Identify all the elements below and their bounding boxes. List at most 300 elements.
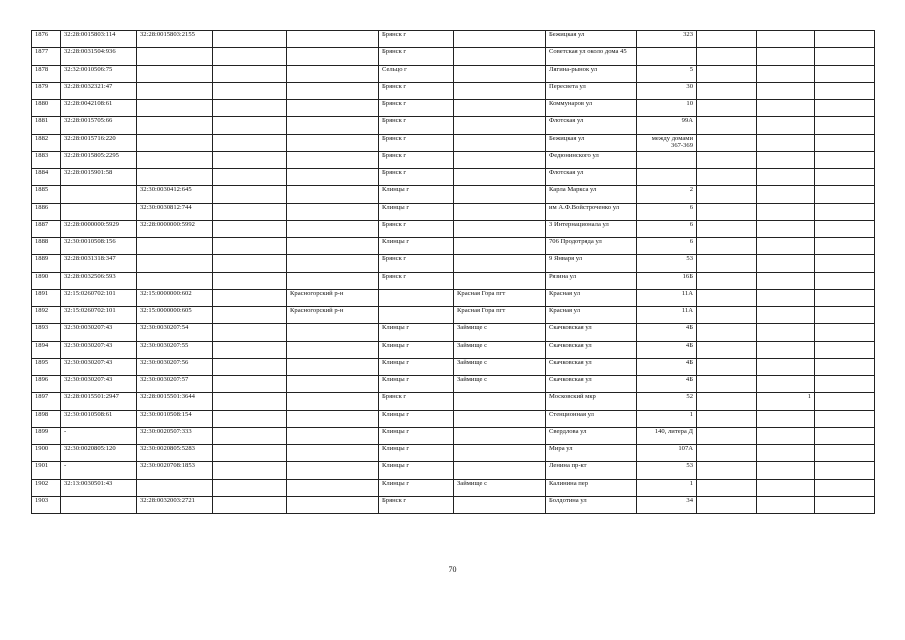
cell-district bbox=[287, 134, 379, 151]
cell-settlement bbox=[454, 238, 546, 255]
cell-row-number: 1888 bbox=[32, 238, 61, 255]
cell-column-11 bbox=[757, 255, 815, 272]
cell-house-number: 52 bbox=[637, 393, 697, 410]
table-row bbox=[32, 100, 875, 117]
cell-house-number: 11А bbox=[637, 307, 697, 324]
cell-district bbox=[287, 48, 379, 65]
cell-house-number: 2 bbox=[637, 186, 697, 203]
registry-table bbox=[31, 30, 875, 514]
cell-cadastral-number-land: 32:15:0260702:101 bbox=[61, 289, 137, 306]
cell-settlement: Займище с bbox=[454, 358, 546, 375]
cell-column-empty bbox=[213, 134, 287, 151]
cell-street: Стенционная ул bbox=[546, 410, 637, 427]
cell-column-11 bbox=[757, 151, 815, 168]
cell-district bbox=[287, 358, 379, 375]
cell-street: Рязина ул bbox=[546, 272, 637, 289]
cell-street: Скачковская ул bbox=[546, 324, 637, 341]
cell-cadastral-number-land: 32:30:0030207:43 bbox=[61, 324, 137, 341]
cell-settlement: Красная Гора пгт bbox=[454, 307, 546, 324]
cell-district bbox=[287, 238, 379, 255]
cell-column-10 bbox=[697, 496, 757, 513]
cell-settlement bbox=[454, 255, 546, 272]
cell-street: 3 Интернационала ул bbox=[546, 220, 637, 237]
cell-house-number: 140, литера Д bbox=[637, 427, 697, 444]
cell-column-12 bbox=[815, 427, 875, 444]
cell-column-10 bbox=[697, 272, 757, 289]
cell-row-number: 1886 bbox=[32, 203, 61, 220]
cell-house-number: 323 bbox=[637, 31, 697, 48]
cell-column-empty bbox=[213, 186, 287, 203]
cell-column-12 bbox=[815, 186, 875, 203]
cell-cadastral-number-building bbox=[137, 272, 213, 289]
cell-column-11 bbox=[757, 289, 815, 306]
cell-row-number: 1898 bbox=[32, 410, 61, 427]
cell-column-empty bbox=[213, 376, 287, 393]
cell-column-11 bbox=[757, 479, 815, 496]
cell-cadastral-number-building bbox=[137, 65, 213, 82]
cell-column-empty bbox=[213, 427, 287, 444]
cell-cadastral-number-land: 32:30:0020805:120 bbox=[61, 445, 137, 462]
cell-district bbox=[287, 117, 379, 134]
cell-city: Брянск г bbox=[379, 134, 454, 151]
cell-column-empty bbox=[213, 220, 287, 237]
cell-cadastral-number-building: 32:30:0020805:5283 bbox=[137, 445, 213, 462]
cell-house-number: между домами 367-369 bbox=[637, 134, 697, 151]
cell-city: Брянск г bbox=[379, 151, 454, 168]
cell-settlement bbox=[454, 220, 546, 237]
cell-column-empty bbox=[213, 238, 287, 255]
cell-cadastral-number-building: 32:28:0015501:3644 bbox=[137, 393, 213, 410]
cell-district bbox=[287, 376, 379, 393]
cell-cadastral-number-building bbox=[137, 100, 213, 117]
cell-street: Болдотина ул bbox=[546, 496, 637, 513]
cell-row-number: 1883 bbox=[32, 151, 61, 168]
cell-column-12 bbox=[815, 358, 875, 375]
table-row bbox=[32, 117, 875, 134]
cell-house-number: 53 bbox=[637, 255, 697, 272]
cell-column-empty bbox=[213, 65, 287, 82]
cell-column-12 bbox=[815, 238, 875, 255]
cell-district bbox=[287, 410, 379, 427]
cell-city: Брянск г bbox=[379, 117, 454, 134]
cell-column-12 bbox=[815, 134, 875, 151]
cell-column-10 bbox=[697, 358, 757, 375]
cell-column-empty bbox=[213, 289, 287, 306]
cell-settlement: Красная Гора пгт bbox=[454, 289, 546, 306]
cell-cadastral-number-land bbox=[61, 203, 137, 220]
table-row bbox=[32, 48, 875, 65]
cell-cadastral-number-land: 32:13:0030501:43 bbox=[61, 479, 137, 496]
cell-city: Брянск г bbox=[379, 255, 454, 272]
table-row bbox=[32, 203, 875, 220]
cell-house-number: 99А bbox=[637, 117, 697, 134]
cell-column-empty bbox=[213, 151, 287, 168]
cell-column-12 bbox=[815, 341, 875, 358]
cell-column-10 bbox=[697, 427, 757, 444]
cell-column-10 bbox=[697, 65, 757, 82]
cell-cadastral-number-building: 32:30:0030207:57 bbox=[137, 376, 213, 393]
cell-row-number: 1892 bbox=[32, 307, 61, 324]
cell-cadastral-number-building bbox=[137, 82, 213, 99]
cell-row-number: 1896 bbox=[32, 376, 61, 393]
table-row bbox=[32, 462, 875, 479]
table-row bbox=[32, 151, 875, 168]
cell-street: 706 Продотряда ул bbox=[546, 238, 637, 255]
cell-city: Клинцы г bbox=[379, 186, 454, 203]
cell-settlement bbox=[454, 496, 546, 513]
cell-cadastral-number-building: 32:30:0020507:333 bbox=[137, 427, 213, 444]
cell-street: Лягина-рынок ул bbox=[546, 65, 637, 82]
cell-cadastral-number-land: - bbox=[61, 462, 137, 479]
cell-row-number: 1878 bbox=[32, 65, 61, 82]
cell-column-empty bbox=[213, 479, 287, 496]
cell-city: Клинцы г bbox=[379, 341, 454, 358]
cell-column-10 bbox=[697, 100, 757, 117]
cell-column-11 bbox=[757, 445, 815, 462]
cell-district bbox=[287, 393, 379, 410]
cell-row-number: 1894 bbox=[32, 341, 61, 358]
table-row bbox=[32, 238, 875, 255]
cell-house-number: 6 bbox=[637, 203, 697, 220]
cell-column-empty bbox=[213, 82, 287, 99]
cell-row-number: 1902 bbox=[32, 479, 61, 496]
cell-column-empty bbox=[213, 100, 287, 117]
table-row bbox=[32, 65, 875, 82]
cell-district: Красногорский р-н bbox=[287, 289, 379, 306]
cell-column-10 bbox=[697, 169, 757, 186]
cell-settlement bbox=[454, 65, 546, 82]
cell-city: Клинцы г bbox=[379, 376, 454, 393]
cell-district bbox=[287, 220, 379, 237]
cell-city: Брянск г bbox=[379, 496, 454, 513]
cell-city: Брянск г bbox=[379, 393, 454, 410]
cell-row-number: 1895 bbox=[32, 358, 61, 375]
cell-settlement bbox=[454, 203, 546, 220]
cell-district bbox=[287, 496, 379, 513]
cell-column-12 bbox=[815, 307, 875, 324]
cell-column-empty bbox=[213, 324, 287, 341]
cell-house-number: 30 bbox=[637, 82, 697, 99]
cell-city: Клинцы г bbox=[379, 479, 454, 496]
cell-column-12 bbox=[815, 169, 875, 186]
cell-cadastral-number-land: 32:28:0015805:2295 bbox=[61, 151, 137, 168]
cell-cadastral-number-building bbox=[137, 255, 213, 272]
cell-column-11: 1 bbox=[757, 393, 815, 410]
cell-street: Красная ул bbox=[546, 289, 637, 306]
cell-column-10 bbox=[697, 31, 757, 48]
cell-street: Скачковская ул bbox=[546, 358, 637, 375]
cell-row-number: 1889 bbox=[32, 255, 61, 272]
cell-cadastral-number-building: 32:15:0000000:605 bbox=[137, 307, 213, 324]
cell-cadastral-number-building: 32:30:0020708:1853 bbox=[137, 462, 213, 479]
cell-column-empty bbox=[213, 410, 287, 427]
cell-city: Клинцы г bbox=[379, 358, 454, 375]
cell-house-number: 10 bbox=[637, 100, 697, 117]
cell-city: Клинцы г bbox=[379, 203, 454, 220]
cell-cadastral-number-building bbox=[137, 117, 213, 134]
cell-column-empty bbox=[213, 393, 287, 410]
cell-column-12 bbox=[815, 445, 875, 462]
cell-district bbox=[287, 479, 379, 496]
cell-column-11 bbox=[757, 410, 815, 427]
cell-street: Флотская ул bbox=[546, 117, 637, 134]
cell-district bbox=[287, 169, 379, 186]
cell-column-11 bbox=[757, 100, 815, 117]
cell-row-number: 1893 bbox=[32, 324, 61, 341]
cell-house-number: 5 bbox=[637, 65, 697, 82]
cell-row-number: 1897 bbox=[32, 393, 61, 410]
cell-house-number: 1 bbox=[637, 479, 697, 496]
cell-column-12 bbox=[815, 289, 875, 306]
cell-cadastral-number-building bbox=[137, 134, 213, 151]
cell-column-10 bbox=[697, 462, 757, 479]
cell-house-number bbox=[637, 48, 697, 65]
cell-column-10 bbox=[697, 479, 757, 496]
cell-column-empty bbox=[213, 462, 287, 479]
cell-column-12 bbox=[815, 117, 875, 134]
table-row bbox=[32, 393, 875, 410]
cell-cadastral-number-land: 32:28:0031504:936 bbox=[61, 48, 137, 65]
cell-settlement bbox=[454, 427, 546, 444]
cell-street: Скачковская ул bbox=[546, 341, 637, 358]
cell-district bbox=[287, 445, 379, 462]
cell-street: Федюнинского ул bbox=[546, 151, 637, 168]
cell-column-10 bbox=[697, 186, 757, 203]
cell-row-number: 1900 bbox=[32, 445, 61, 462]
cell-column-12 bbox=[815, 31, 875, 48]
cell-cadastral-number-land: 32:28:0032506:593 bbox=[61, 272, 137, 289]
cell-cadastral-number-land: 32:28:0015803:114 bbox=[61, 31, 137, 48]
table-row bbox=[32, 31, 875, 48]
cell-column-10 bbox=[697, 238, 757, 255]
cell-cadastral-number-land: 32:30:0010508:61 bbox=[61, 410, 137, 427]
cell-city: Брянск г bbox=[379, 169, 454, 186]
cell-city: Брянск г bbox=[379, 82, 454, 99]
cell-city: Брянск г bbox=[379, 272, 454, 289]
cell-column-12 bbox=[815, 393, 875, 410]
cell-cadastral-number-building bbox=[137, 238, 213, 255]
cell-settlement bbox=[454, 169, 546, 186]
cell-house-number: 4Б bbox=[637, 376, 697, 393]
cell-column-12 bbox=[815, 479, 875, 496]
cell-settlement bbox=[454, 100, 546, 117]
cell-column-empty bbox=[213, 358, 287, 375]
cell-column-10 bbox=[697, 341, 757, 358]
cell-street: Пересвета ул bbox=[546, 82, 637, 99]
cell-street: Бежицкая ул bbox=[546, 134, 637, 151]
table-row bbox=[32, 376, 875, 393]
cell-column-empty bbox=[213, 272, 287, 289]
cell-street: Советская ул около дома 45 bbox=[546, 48, 637, 65]
cell-column-12 bbox=[815, 82, 875, 99]
cell-column-10 bbox=[697, 445, 757, 462]
cell-settlement bbox=[454, 393, 546, 410]
cell-column-empty bbox=[213, 307, 287, 324]
cell-house-number: 6 bbox=[637, 220, 697, 237]
cell-cadastral-number-land: 32:30:0030207:43 bbox=[61, 358, 137, 375]
cell-column-12 bbox=[815, 151, 875, 168]
table-row bbox=[32, 324, 875, 341]
cell-cadastral-number-building: 32:15:0000000:602 bbox=[137, 289, 213, 306]
table-row bbox=[32, 255, 875, 272]
cell-column-12 bbox=[815, 462, 875, 479]
cell-street: Бежицкая ул bbox=[546, 31, 637, 48]
cell-row-number: 1882 bbox=[32, 134, 61, 151]
cell-house-number: 107А bbox=[637, 445, 697, 462]
cell-column-12 bbox=[815, 496, 875, 513]
cell-district bbox=[287, 272, 379, 289]
cell-column-11 bbox=[757, 358, 815, 375]
cell-district bbox=[287, 151, 379, 168]
cell-cadastral-number-land: 32:28:0000000:5929 bbox=[61, 220, 137, 237]
cell-row-number: 1901 bbox=[32, 462, 61, 479]
cell-street: 9 Января ул bbox=[546, 255, 637, 272]
cell-city: Клинцы г bbox=[379, 410, 454, 427]
cell-column-10 bbox=[697, 48, 757, 65]
table-row bbox=[32, 169, 875, 186]
cell-cadastral-number-land: 32:30:0030207:43 bbox=[61, 341, 137, 358]
cell-city: Клинцы г bbox=[379, 324, 454, 341]
table-row bbox=[32, 445, 875, 462]
cell-column-empty bbox=[213, 117, 287, 134]
cell-street: Флотская ул bbox=[546, 169, 637, 186]
cell-settlement: Займище с bbox=[454, 479, 546, 496]
cell-column-10 bbox=[697, 307, 757, 324]
cell-city bbox=[379, 289, 454, 306]
registry-table-body bbox=[32, 31, 875, 514]
cell-column-10 bbox=[697, 203, 757, 220]
table-row bbox=[32, 358, 875, 375]
cell-city: Клинцы г bbox=[379, 238, 454, 255]
cell-settlement bbox=[454, 117, 546, 134]
cell-house-number bbox=[637, 151, 697, 168]
cell-district: Красногорский р-н bbox=[287, 307, 379, 324]
cell-column-empty bbox=[213, 341, 287, 358]
cell-house-number: 1 bbox=[637, 410, 697, 427]
cell-column-12 bbox=[815, 48, 875, 65]
cell-city: Клинцы г bbox=[379, 445, 454, 462]
cell-street: Ленина пр-кт bbox=[546, 462, 637, 479]
cell-district bbox=[287, 255, 379, 272]
cell-column-12 bbox=[815, 376, 875, 393]
cell-column-11 bbox=[757, 134, 815, 151]
cell-street: Калинина пер bbox=[546, 479, 637, 496]
cell-cadastral-number-land bbox=[61, 496, 137, 513]
cell-city: Брянск г bbox=[379, 100, 454, 117]
cell-district bbox=[287, 324, 379, 341]
cell-house-number: 6 bbox=[637, 238, 697, 255]
cell-column-empty bbox=[213, 445, 287, 462]
cell-district bbox=[287, 186, 379, 203]
cell-row-number: 1876 bbox=[32, 31, 61, 48]
cell-city: Брянск г bbox=[379, 31, 454, 48]
cell-cadastral-number-building: 32:28:0032003:2721 bbox=[137, 496, 213, 513]
cell-column-10 bbox=[697, 393, 757, 410]
cell-column-10 bbox=[697, 410, 757, 427]
cell-cadastral-number-land: 32:28:0015901:58 bbox=[61, 169, 137, 186]
cell-column-11 bbox=[757, 65, 815, 82]
cell-settlement: Займище с bbox=[454, 376, 546, 393]
cell-row-number: 1880 bbox=[32, 100, 61, 117]
cell-column-12 bbox=[815, 324, 875, 341]
cell-house-number bbox=[637, 169, 697, 186]
cell-house-number: 4Б bbox=[637, 358, 697, 375]
cell-row-number: 1899 bbox=[32, 427, 61, 444]
cell-row-number: 1891 bbox=[32, 289, 61, 306]
cell-column-10 bbox=[697, 220, 757, 237]
cell-column-10 bbox=[697, 151, 757, 168]
cell-column-11 bbox=[757, 341, 815, 358]
cell-cadastral-number-land: 32:32:0010506:75 bbox=[61, 65, 137, 82]
cell-column-10 bbox=[697, 376, 757, 393]
cell-cadastral-number-land bbox=[61, 186, 137, 203]
table-row bbox=[32, 186, 875, 203]
cell-cadastral-number-building bbox=[137, 479, 213, 496]
cell-settlement bbox=[454, 462, 546, 479]
cell-house-number: 4Б bbox=[637, 341, 697, 358]
cell-cadastral-number-land: 32:28:0031318:347 bbox=[61, 255, 137, 272]
cell-row-number: 1885 bbox=[32, 186, 61, 203]
cell-cadastral-number-land: 32:28:0042108:61 bbox=[61, 100, 137, 117]
cell-district bbox=[287, 31, 379, 48]
cell-city: Брянск г bbox=[379, 220, 454, 237]
table-row bbox=[32, 427, 875, 444]
cell-settlement bbox=[454, 134, 546, 151]
cell-street: Карла Маркса ул bbox=[546, 186, 637, 203]
cell-cadastral-number-building: 32:28:0015803:2155 bbox=[137, 31, 213, 48]
cell-column-11 bbox=[757, 238, 815, 255]
cell-column-11 bbox=[757, 82, 815, 99]
cell-street: Красная ул bbox=[546, 307, 637, 324]
cell-house-number: 16Б bbox=[637, 272, 697, 289]
cell-street: Московский мкр bbox=[546, 393, 637, 410]
cell-cadastral-number-building: 32:30:0030812:744 bbox=[137, 203, 213, 220]
cell-city: Клинцы г bbox=[379, 427, 454, 444]
table-row bbox=[32, 410, 875, 427]
cell-column-empty bbox=[213, 496, 287, 513]
cell-cadastral-number-land: 32:28:0015501:2947 bbox=[61, 393, 137, 410]
cell-settlement bbox=[454, 272, 546, 289]
table-row bbox=[32, 479, 875, 496]
cell-district bbox=[287, 100, 379, 117]
cell-district bbox=[287, 462, 379, 479]
cell-street: Коммунаров ул bbox=[546, 100, 637, 117]
cell-column-empty bbox=[213, 48, 287, 65]
cell-row-number: 1881 bbox=[32, 117, 61, 134]
cell-district bbox=[287, 341, 379, 358]
cell-column-12 bbox=[815, 100, 875, 117]
cell-settlement bbox=[454, 410, 546, 427]
cell-cadastral-number-land: - bbox=[61, 427, 137, 444]
cell-settlement: Займище с bbox=[454, 341, 546, 358]
cell-cadastral-number-building bbox=[137, 48, 213, 65]
cell-settlement bbox=[454, 186, 546, 203]
cell-settlement: Займище с bbox=[454, 324, 546, 341]
cell-row-number: 1890 bbox=[32, 272, 61, 289]
cell-column-11 bbox=[757, 117, 815, 134]
cell-column-11 bbox=[757, 31, 815, 48]
cell-street: Скачковская ул bbox=[546, 376, 637, 393]
cell-row-number: 1879 bbox=[32, 82, 61, 99]
cell-cadastral-number-land: 32:30:0030207:43 bbox=[61, 376, 137, 393]
cell-street: им А.Ф.Войстроченко ул bbox=[546, 203, 637, 220]
cell-district bbox=[287, 82, 379, 99]
table-row bbox=[32, 289, 875, 306]
page-number: 70 bbox=[448, 565, 457, 574]
cell-column-11 bbox=[757, 220, 815, 237]
table-row bbox=[32, 82, 875, 99]
cell-column-10 bbox=[697, 134, 757, 151]
